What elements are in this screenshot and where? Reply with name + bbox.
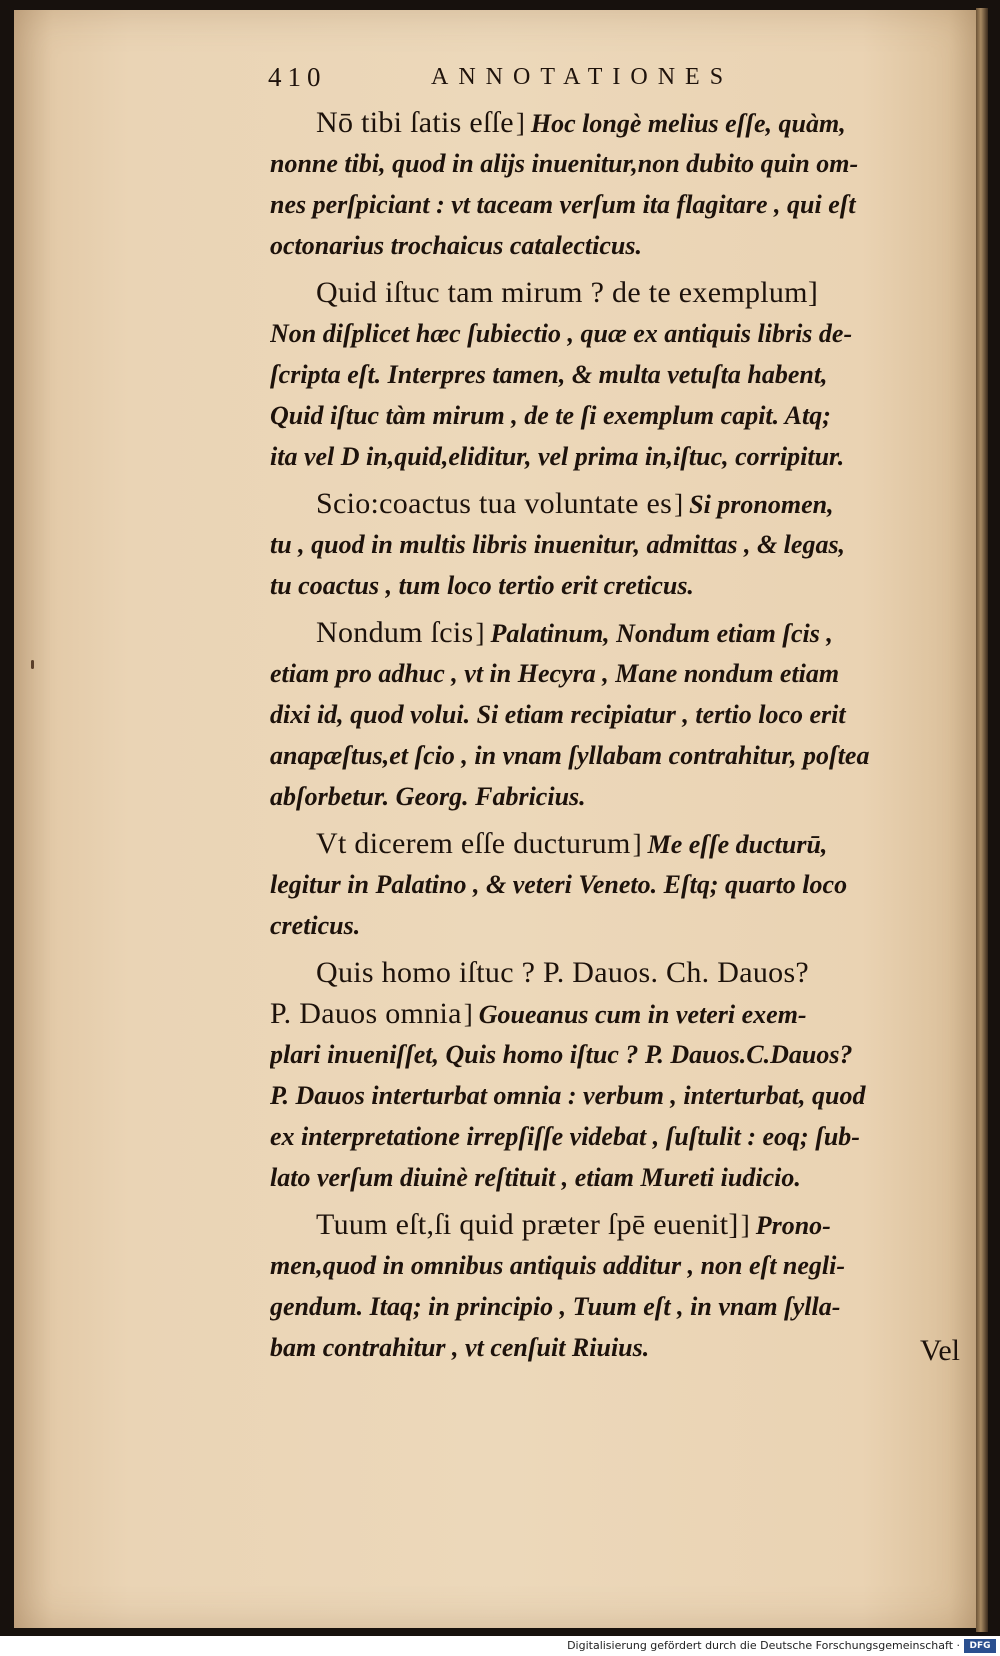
lemma: Nondum ſcis [316,616,474,649]
commentary: dixi id, quod volui. Si etiam recipiatur , tertio loco erit [270,700,846,729]
lemma: Nō tibi ſatis eſſe [316,106,514,139]
text-line [270,1116,974,1157]
commentary: ex interpretatione irrepſiſſe videbat , ſuſtulit : eoq; ſub- [270,1122,860,1151]
text-line [270,653,974,694]
text-line [270,1245,974,1286]
commentary: bam contrahitur , vt cenſuit Riuius. [270,1333,650,1362]
lemma-bracket: ] [674,489,684,519]
lemma-bracket: ] [475,618,485,648]
commentary: creticus. [270,911,361,940]
commentary: legitur in Palatino , & veteri Veneto. Eſtq; quarto loco [270,870,848,899]
lemma: Scio:coactus tua voluntate es [316,487,673,520]
commentary: Palatinum, Nondum etiam ſcis , [490,619,833,648]
annotation-paragraph [270,483,974,606]
annotation-text [270,102,974,1374]
text-line [270,1204,974,1245]
commentary: ſcripta eſt. Interpres tamen, & multa vetuſta habent, [270,360,828,389]
commentary: ita vel D in,quid,eliditur, vel prima in,iſtuc, corripitur. [270,442,845,471]
commentary: Goueanus cum in veteri exem- [478,1000,807,1029]
ink-spot [31,660,34,669]
commentary: lato verſum diuinè reſtituit , etiam Mureti iudicio. [270,1163,801,1192]
text-line [270,354,974,395]
text-line [270,565,974,606]
lemma: P. Dauos omnia [270,997,462,1030]
running-head [256,62,876,102]
commentary: gendum. Itaq; in principio , Tuum eſt , in vnam ſylla- [270,1292,841,1321]
commentary: anapæſtus,et ſcio , in vnam ſyllabam contrahitur, poſtea [270,741,870,770]
footer-credit: Digitalisierung gefördert durch die Deutsche Forschungsgemeinschaft · [567,1639,960,1652]
commentary: plari inueniſſet, Quis homo iſtuc ? P. Dauos.C.Dauos? [270,1040,853,1069]
commentary: octonarius trochaicus catalecticus. [270,231,642,260]
text-line [270,905,974,946]
commentary: Prono- [755,1211,831,1240]
text-line [270,483,974,524]
page-number: 410 [268,62,327,92]
lemma: Quis homo iſtuc ? P. Dauos. Ch. Dauos? [316,956,810,989]
annotation-paragraph [270,272,974,477]
text-line [270,225,974,266]
lemma: Vt dicerem eſſe ducturum [316,827,631,860]
commentary: tu , quod in multis libris inuenitur, admittas , & legas, [270,530,846,559]
lemma: Quid iſtuc tam mirum ? de te exemplum] [316,276,819,309]
footer-bar [0,1636,1000,1656]
commentary: nes perſpiciant : vt taceam verſum ita flagitare , qui eſt [270,190,856,219]
annotation-paragraph [270,102,974,266]
running-title: ANNOTATIONES [431,64,734,90]
text-line [270,143,974,184]
lemma-bracket: ] [740,1210,750,1240]
commentary: Quid iſtuc tàm mirum , de te ſi exemplum capit. Atq; [270,401,831,430]
text-line [270,272,974,313]
text-line [270,823,974,864]
annotation-paragraph [270,823,974,946]
text-line [270,952,974,993]
text-line [270,1327,974,1368]
text-line [270,436,974,477]
commentary: abſorbetur. Georg. Fabricius. [270,782,586,811]
text-line [270,735,974,776]
annotation-paragraph [270,952,974,1198]
commentary: tu coactus , tum loco tertio erit creticus. [270,571,694,600]
text-line [270,1157,974,1198]
text-line [270,184,974,225]
commentary: etiam pro adhuc , vt in Hecyra , Mane nondum etiam [270,659,840,688]
dfg-logo: DFG [964,1639,996,1653]
text-line [270,1286,974,1327]
commentary: Hoc longè melius eſſe, quàm, [530,109,846,138]
text-line [270,1075,974,1116]
page-edge [976,8,988,1632]
lemma-bracket: ] [515,108,525,138]
lemma-bracket: ] [632,829,642,859]
catchword: Vel [920,1334,960,1367]
annotation-paragraph [270,612,974,817]
lemma-bracket: ] [463,999,473,1029]
lemma: Tuum eſt,ſi quid præter ſpē euenit] [316,1208,739,1241]
commentary: Non diſplicet hæc ſubiectio , quæ ex antiquis libris de- [270,319,853,348]
commentary: nonne tibi, quod in alijs inuenitur,non dubito quin om- [270,149,859,178]
commentary: Si pronomen, [689,490,834,519]
text-line [270,395,974,436]
text-line [270,102,974,143]
commentary: Me eſſe ducturū, [647,830,828,859]
commentary: men,quod in omnibus antiquis additur , non eſt negli- [270,1251,846,1280]
text-line [270,1034,974,1075]
annotation-paragraph [270,1204,974,1368]
text-line [270,313,974,354]
commentary: P. Dauos interturbat omnia : verbum , interturbat, quod [270,1081,866,1110]
text-line [270,612,974,653]
text-line [270,864,974,905]
text-line [270,524,974,565]
text-line [270,776,974,817]
text-line [270,993,974,1034]
text-line [270,694,974,735]
